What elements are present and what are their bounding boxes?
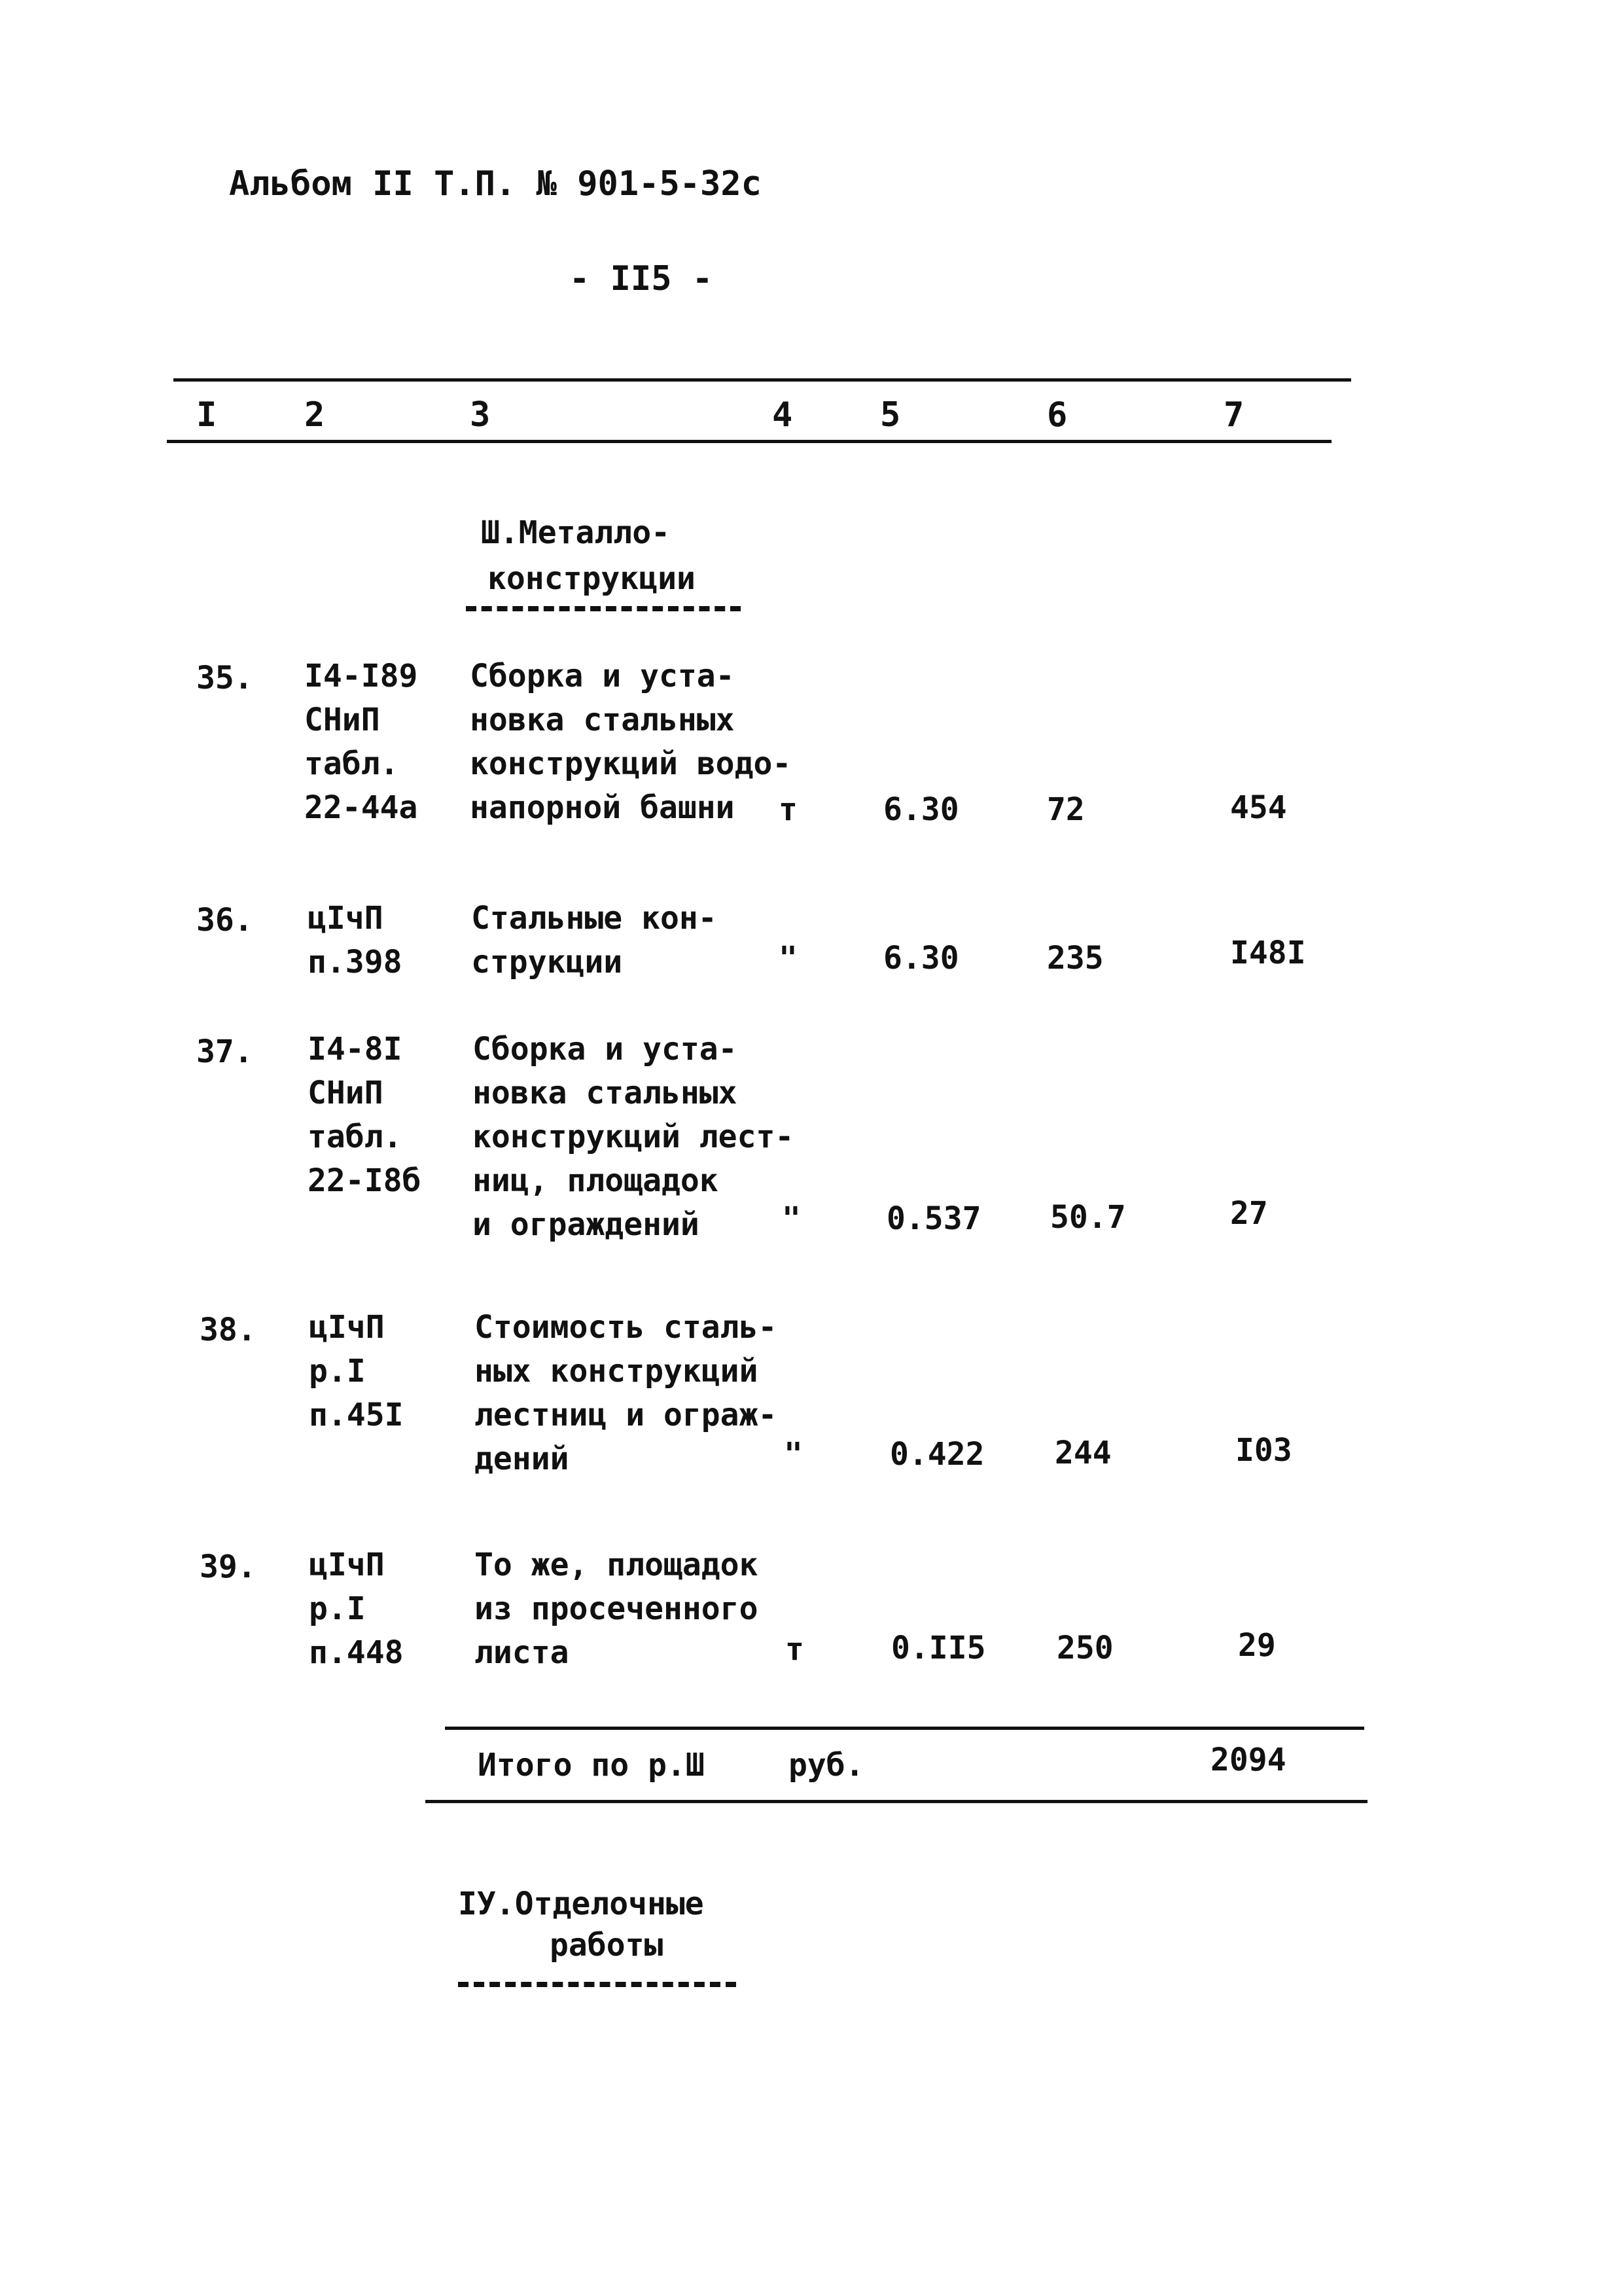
row-description: То же, площадок из просеченного листа bbox=[474, 1547, 758, 1671]
row-number: 36. bbox=[196, 902, 253, 939]
total-bottom-rule bbox=[425, 1800, 1368, 1803]
column-header-rule bbox=[167, 440, 1332, 443]
row-number: 38. bbox=[200, 1312, 256, 1348]
row-unit-price: 50.7 bbox=[1050, 1199, 1126, 1236]
row-code: I4-I89 СНиП табл. 22-44а bbox=[304, 658, 418, 826]
row-total: I03 bbox=[1235, 1432, 1292, 1469]
row-description: Стальные кон- струкции bbox=[471, 900, 717, 980]
row-total: 454 bbox=[1230, 789, 1287, 826]
section-4-dashed-underline bbox=[458, 1982, 736, 1987]
row-number: 35. bbox=[196, 660, 253, 696]
row-unit: " bbox=[782, 1200, 801, 1237]
row-total: I48I bbox=[1230, 935, 1306, 971]
row-number: 37. bbox=[196, 1033, 253, 1070]
row-unit-price: 72 bbox=[1047, 791, 1085, 828]
section-4-title-line: IУ.Отделочные bbox=[458, 1886, 704, 1922]
column-header-4: 4 bbox=[772, 395, 793, 435]
row-description: Сборка и уста- новка стальных конструкций лест- ниц, площадок и ограждений bbox=[472, 1031, 794, 1243]
total-label: Итого по р.Ш bbox=[478, 1747, 705, 1784]
table-top-rule bbox=[173, 378, 1351, 382]
row-total: 29 bbox=[1238, 1627, 1276, 1664]
section-3-title-line: конструкции bbox=[487, 560, 696, 597]
row-number: 39. bbox=[200, 1549, 256, 1585]
column-header-3: 3 bbox=[470, 395, 491, 435]
page-number: - II5 - bbox=[569, 259, 713, 298]
row-quantity: 6.30 bbox=[883, 791, 959, 828]
row-code: цIчП п.398 bbox=[308, 900, 402, 980]
row-code: цIчП р.I п.45I bbox=[309, 1309, 404, 1433]
row-unit: т bbox=[779, 791, 798, 828]
column-header-5: 5 bbox=[880, 395, 901, 435]
album-reference: Альбом II Т.П. № 901-5-32с bbox=[229, 164, 762, 204]
section-3-title-line: Ш.Металло- bbox=[481, 514, 670, 551]
row-code: I4-8I СНиП табл. 22-I8б bbox=[308, 1031, 421, 1199]
total-value: 2094 bbox=[1210, 1742, 1286, 1778]
column-header-6: 6 bbox=[1047, 395, 1068, 435]
row-unit: " bbox=[779, 940, 798, 977]
row-unit-price: 244 bbox=[1055, 1435, 1112, 1471]
section-4-title-line: работы bbox=[550, 1927, 663, 1964]
row-unit: " bbox=[784, 1436, 803, 1473]
row-quantity: 6.30 bbox=[883, 940, 959, 977]
row-unit: т bbox=[785, 1631, 804, 1668]
column-header-1: I bbox=[196, 395, 217, 435]
row-quantity: 0.422 bbox=[890, 1436, 985, 1473]
row-unit-price: 235 bbox=[1047, 940, 1104, 977]
total-top-rule bbox=[445, 1727, 1364, 1730]
row-quantity: 0.537 bbox=[887, 1200, 981, 1237]
row-quantity: 0.II5 bbox=[891, 1630, 986, 1666]
section-3-dashed-underline bbox=[466, 606, 741, 611]
total-unit: руб. bbox=[788, 1747, 864, 1784]
column-header-2: 2 bbox=[304, 395, 325, 435]
row-code: цIчП р.I п.448 bbox=[309, 1547, 404, 1671]
row-description: Сборка и уста- новка стальных конструкций водо- напорной башни bbox=[470, 658, 792, 826]
row-total: 27 bbox=[1230, 1195, 1268, 1232]
column-header-7: 7 bbox=[1224, 395, 1244, 435]
row-description: Стоимость сталь- ных конструкций лестниц и ограж- дений bbox=[474, 1309, 777, 1477]
row-unit-price: 250 bbox=[1057, 1630, 1114, 1666]
